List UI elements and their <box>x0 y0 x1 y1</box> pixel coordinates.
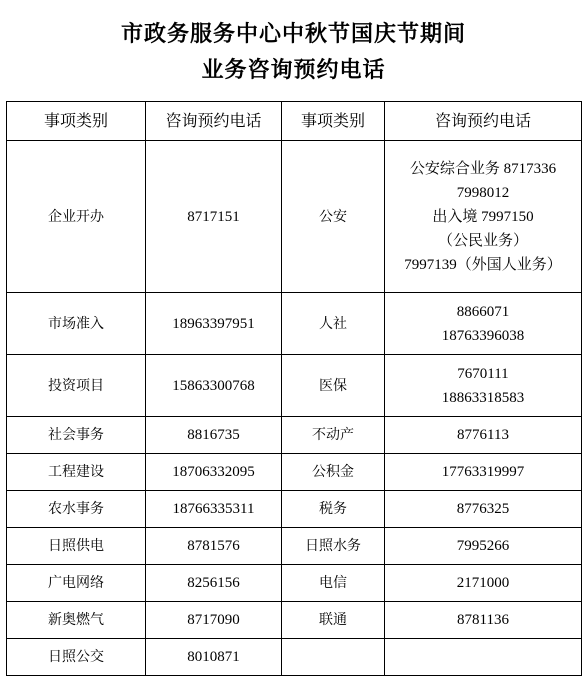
phone-cell: 8717090 <box>146 602 282 639</box>
table-row <box>7 491 582 528</box>
phone-line: 公安综合业务 8717336 <box>409 160 557 177</box>
category-cell: 联通 <box>282 602 385 639</box>
category-cell: 医保 <box>282 355 385 417</box>
table-row <box>7 355 582 417</box>
phone-line: 18763396038 <box>441 327 525 344</box>
page-title: 市政务服务中心中秋节国庆节期间 <box>120 21 466 47</box>
table-row <box>7 639 582 676</box>
header-cell: 事项类别 <box>282 102 385 141</box>
phone-line: 7995266 <box>456 538 510 554</box>
category-cell: 社会事务 <box>7 417 146 454</box>
category-cell: 税务 <box>282 491 385 528</box>
phone-cell: 18766335311 <box>146 491 282 528</box>
phone-cell <box>385 565 582 602</box>
table-row <box>7 454 582 491</box>
table-row <box>7 528 582 565</box>
phone-cell: 8816735 <box>146 417 282 454</box>
table-row <box>7 602 582 639</box>
category-cell: 电信 <box>282 565 385 602</box>
table-row <box>7 293 582 355</box>
phone-table <box>6 101 582 676</box>
table-header-row <box>7 102 582 141</box>
phone-cell: 8781576 <box>146 528 282 565</box>
phone-cell <box>385 293 582 355</box>
category-cell: 新奥燃气 <box>7 602 146 639</box>
category-cell: 工程建设 <box>7 454 146 491</box>
phone-line: 2171000 <box>456 575 510 591</box>
category-cell <box>282 639 385 676</box>
category-cell: 日照水务 <box>282 528 385 565</box>
phone-line: （公民业务） <box>437 232 528 249</box>
category-cell: 公积金 <box>282 454 385 491</box>
table-row <box>7 417 582 454</box>
phone-cell <box>385 417 582 454</box>
phone-cell <box>385 528 582 565</box>
phone-line: 8776113 <box>457 427 509 443</box>
phone-cell: 18706332095 <box>146 454 282 491</box>
category-cell: 市场准入 <box>7 293 146 355</box>
table-row <box>7 141 582 293</box>
phone-line: 7670111 <box>457 365 509 382</box>
category-cell: 广电网络 <box>7 565 146 602</box>
header-cell: 咨询预约电话 <box>385 102 582 141</box>
table-body <box>7 102 582 676</box>
phone-cell <box>385 141 582 293</box>
phone-cell <box>385 454 582 491</box>
phone-cell: 8717151 <box>146 141 282 293</box>
page-subtitle: 业务咨询预约电话 <box>201 57 386 83</box>
phone-line: 出入境 7997150 <box>432 208 534 225</box>
phone-cell: 8010871 <box>146 639 282 676</box>
phone-cell <box>385 639 582 676</box>
category-cell: 企业开办 <box>7 141 146 293</box>
category-cell: 投资项目 <box>7 355 146 417</box>
phone-cell <box>385 602 582 639</box>
category-cell: 公安 <box>282 141 385 293</box>
phone-line: 8776325 <box>456 501 510 517</box>
phone-line: 8781136 <box>457 612 509 628</box>
phone-cell <box>385 355 582 417</box>
phone-cell: 8256156 <box>146 565 282 602</box>
category-cell: 人社 <box>282 293 385 355</box>
phone-line: 18863318583 <box>441 389 525 406</box>
phone-line: 8866071 <box>456 303 510 320</box>
category-cell: 日照公交 <box>7 639 146 676</box>
table-row <box>7 565 582 602</box>
phone-line: 7997139（外国人业务） <box>404 256 562 273</box>
phone-line: 7998012 <box>456 184 510 201</box>
phone-cell <box>385 491 582 528</box>
header-cell: 事项类别 <box>7 102 146 141</box>
header-cell: 咨询预约电话 <box>146 102 282 141</box>
category-cell: 农水事务 <box>7 491 146 528</box>
category-cell: 日照供电 <box>7 528 146 565</box>
category-cell: 不动产 <box>282 417 385 454</box>
phone-cell: 18963397951 <box>146 293 282 355</box>
phone-cell: 15863300768 <box>146 355 282 417</box>
phone-line: 17763319997 <box>441 464 525 480</box>
